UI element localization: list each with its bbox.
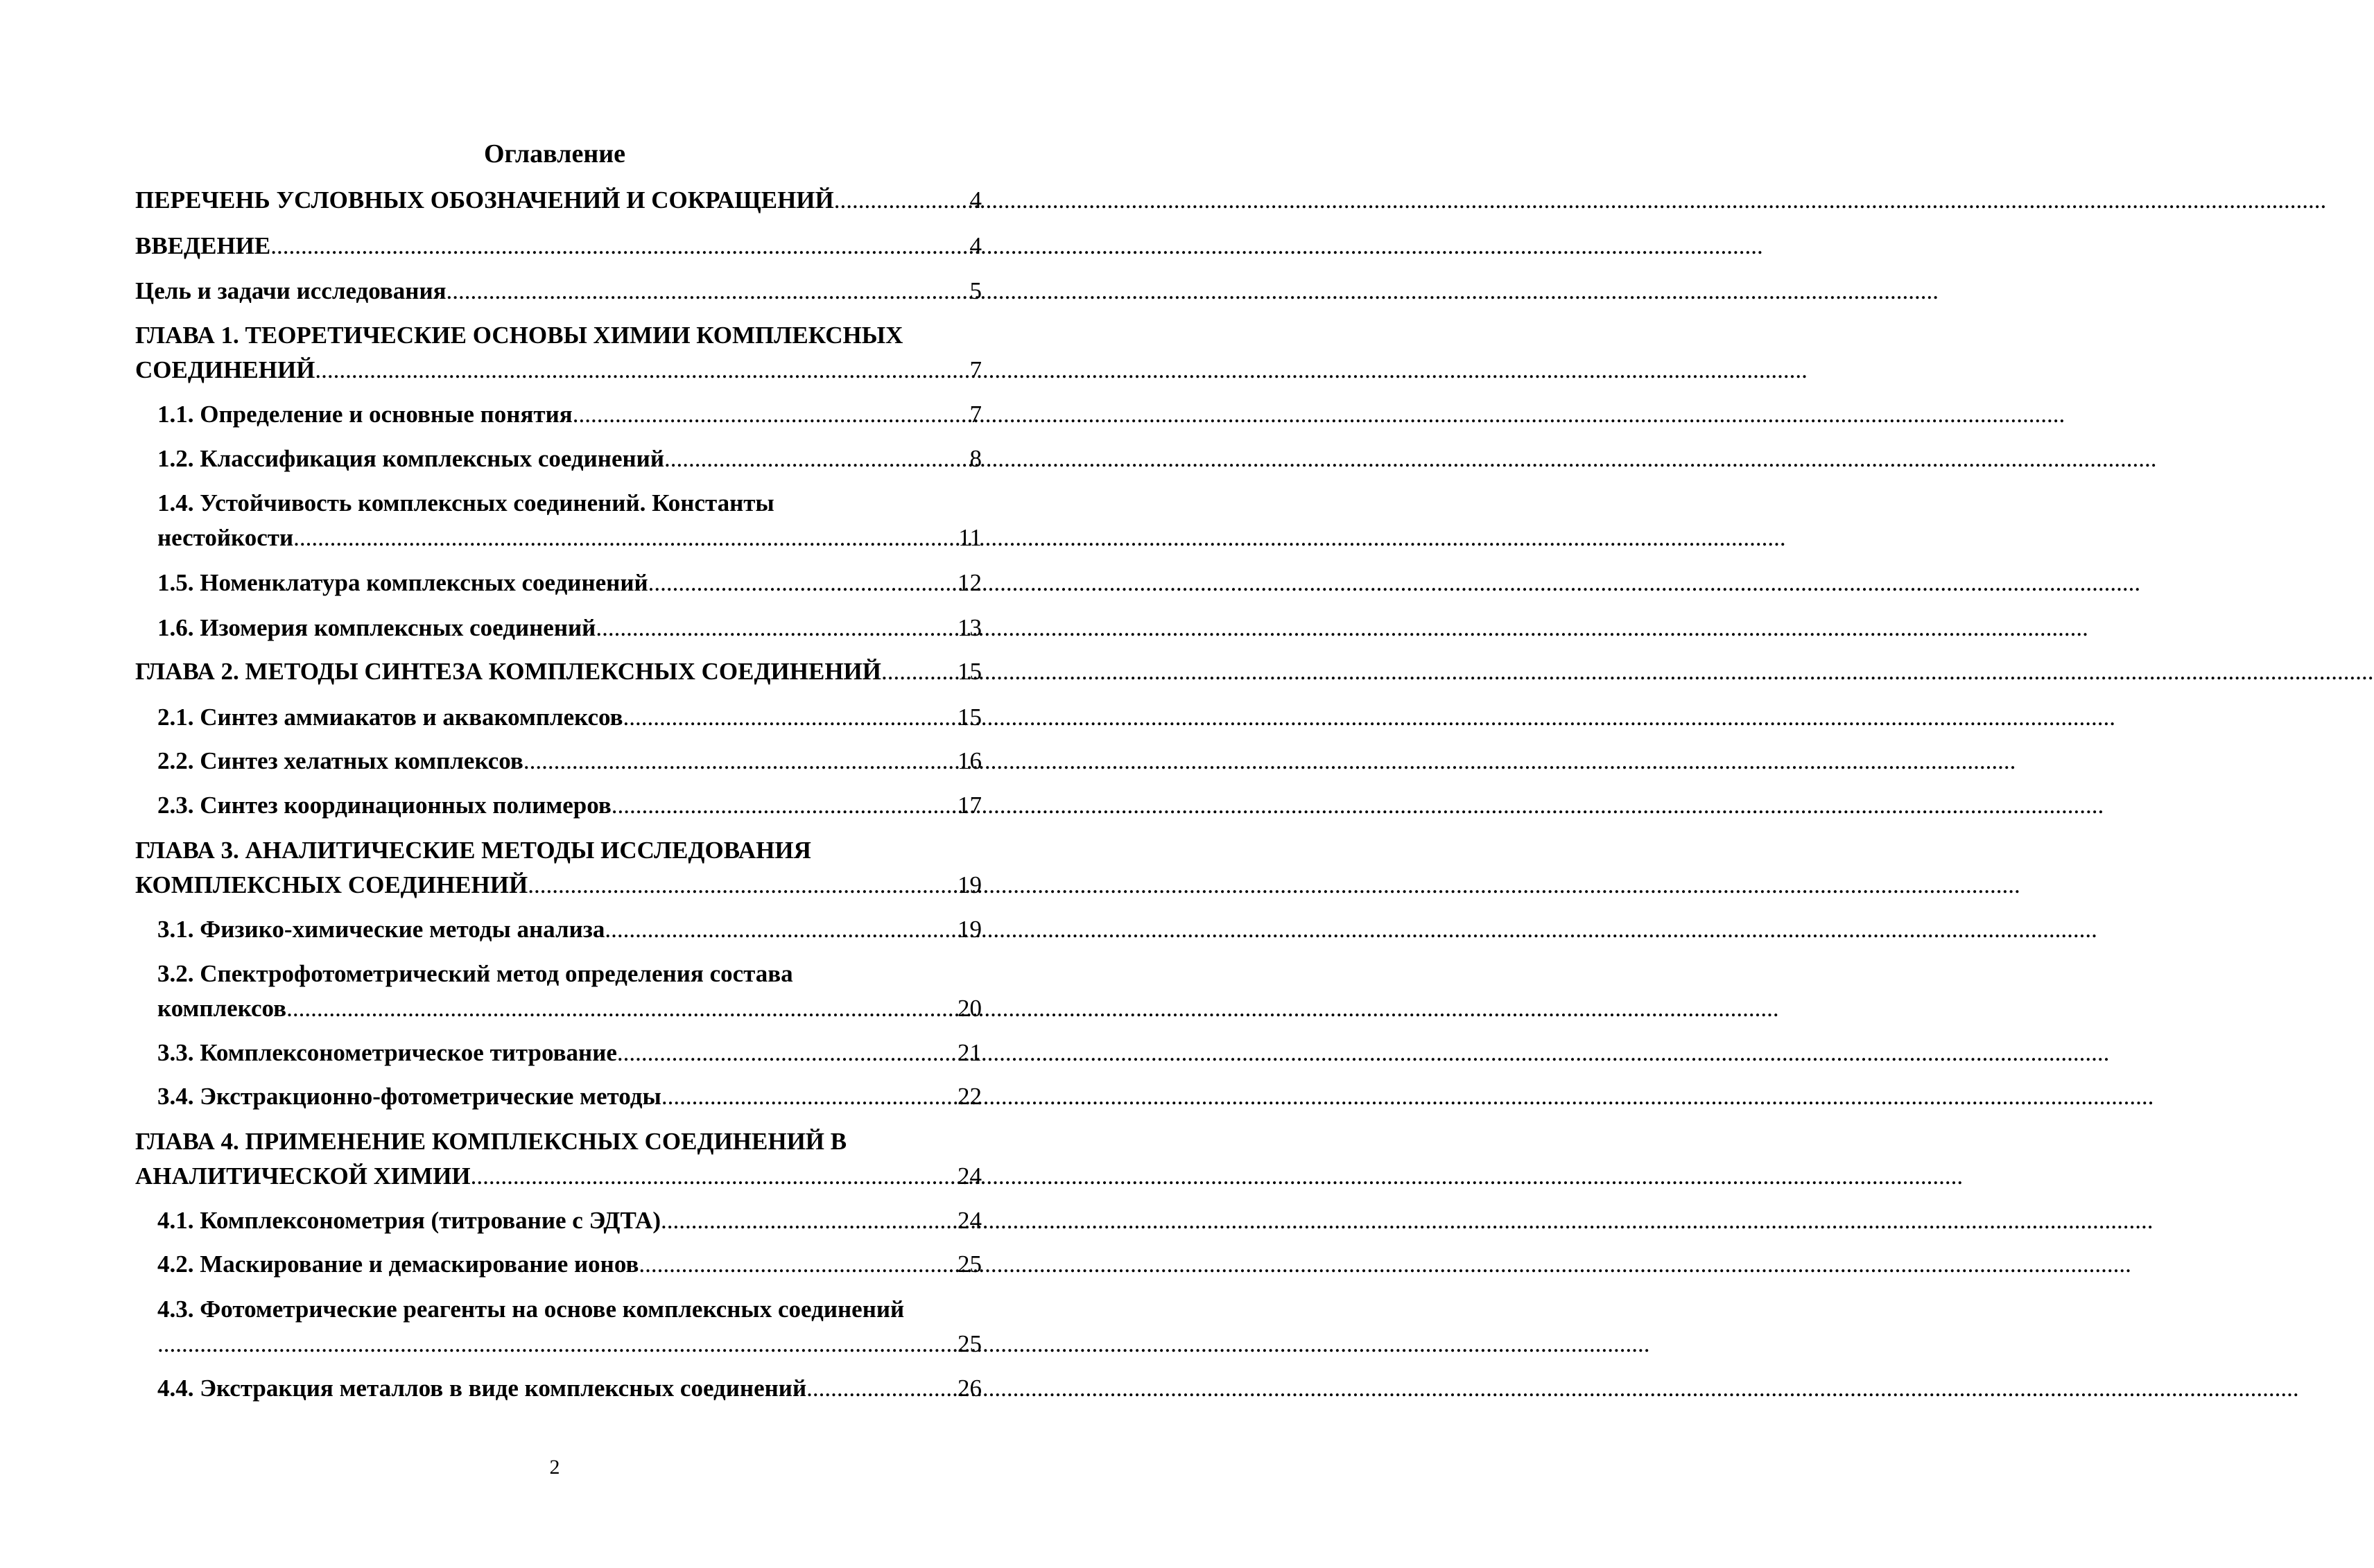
toc-entry-page: 25 — [958, 1330, 982, 1357]
toc-entry-page: 15 — [958, 658, 982, 685]
toc-entry-page: 11 — [958, 524, 982, 551]
toc-entry-page: 21 — [958, 1039, 982, 1066]
toc-entry-chapter-4[interactable] — [135, 1124, 982, 1194]
toc-entry-1-1[interactable] — [157, 397, 982, 432]
toc-dot-leader — [834, 183, 969, 218]
toc-entry-introduction[interactable] — [135, 229, 982, 263]
toc-dot-leader — [286, 991, 956, 1026]
toc-title: Оглавление — [483, 139, 626, 168]
toc-entry-text: КОМПЛЕКСНЫХ СОЕДИНЕНИЙ — [135, 871, 528, 898]
toc-entry-page: 4 — [969, 186, 982, 214]
toc-entry-3-4[interactable] — [157, 1079, 982, 1114]
toc-entry-page: 20 — [958, 995, 982, 1022]
toc-entry-text: АНАЛИТИЧЕСКОЙ ХИМИИ — [135, 1162, 471, 1190]
toc-entry-chapter-3[interactable] — [135, 833, 982, 903]
toc-entry-text: 3.3. Комплексонометрическое титрование — [157, 1039, 617, 1066]
toc-entry-goals[interactable] — [135, 274, 982, 308]
toc-dot-leader — [157, 1327, 956, 1361]
toc-entry-text: нестойкости — [157, 524, 294, 551]
document-page — [0, 0, 1109, 1568]
toc-entry-page: 24 — [958, 1162, 982, 1190]
toc-entry-text-line-1: ГЛАВА 1. ТЕОРЕТИЧЕСКИЕ ОСНОВЫ ХИМИИ КОМПЛЕКСНЫХ — [135, 322, 903, 349]
toc-entry-4-4[interactable] — [157, 1371, 982, 1406]
toc-entry-text: 4.1. Комплексонометрия (титрование с ЭДТА) — [157, 1207, 661, 1234]
toc-entry-1-6[interactable] — [157, 611, 982, 645]
toc-entry-text: 2.3. Синтез координационных полимеров — [157, 792, 612, 819]
toc-entry-2-3[interactable] — [157, 788, 982, 823]
toc-dot-leader — [639, 1247, 956, 1282]
toc-dot-leader — [605, 912, 956, 947]
toc-dot-leader — [293, 521, 957, 555]
toc-entry-text: 2.1. Синтез аммиакатов и аквакомплексов — [157, 704, 623, 731]
toc-entry-text: 1.5. Номенклатура комплексных соединений — [157, 569, 648, 596]
toc-entry-page: 22 — [958, 1083, 982, 1110]
toc-entry-text-line-1: 4.3. Фотометрические реагенты на основе комплексных соединений — [157, 1296, 905, 1323]
toc-entry-text: 2.2. Синтез хелатных комплексов — [157, 747, 523, 774]
toc-dot-leader — [661, 1079, 956, 1114]
toc-dot-leader — [612, 788, 956, 823]
toc-entry-page: 5 — [969, 277, 982, 304]
toc-entry-text: Цель и задачи исследования — [135, 277, 447, 304]
toc-entry-page: 7 — [969, 356, 982, 383]
toc-entry-page: 16 — [958, 747, 982, 774]
toc-dot-leader — [617, 1036, 956, 1070]
toc-dot-leader — [664, 442, 968, 476]
toc-dot-leader — [528, 868, 956, 903]
toc-entry-text: СОЕДИНЕНИЙ — [135, 356, 315, 383]
toc-entry-2-1[interactable] — [157, 700, 982, 735]
toc-dot-leader — [596, 611, 956, 645]
toc-entry-3-2[interactable] — [157, 957, 982, 1026]
toc-dot-leader — [806, 1371, 956, 1406]
toc-dot-leader — [315, 353, 968, 387]
toc-entry-4-2[interactable] — [157, 1247, 982, 1282]
toc-dot-leader — [523, 744, 956, 778]
toc-entry-text: 1.1. Определение и основные понятия — [157, 401, 573, 428]
toc-entry-1-2[interactable] — [157, 442, 982, 476]
toc-entry-page: 19 — [958, 916, 982, 943]
toc-dot-leader — [573, 397, 969, 432]
toc-entry-page: 7 — [969, 401, 982, 428]
toc-entry-page: 24 — [958, 1207, 982, 1234]
toc-entry-1-4[interactable] — [157, 486, 982, 555]
toc-entry-page: 12 — [958, 569, 982, 596]
toc-entry-4-3[interactable] — [157, 1292, 982, 1361]
toc-entry-3-3[interactable] — [157, 1036, 982, 1070]
toc-entry-text: 4.4. Экстракция металлов в виде комплексных соединений — [157, 1375, 807, 1402]
toc-entry-page: 17 — [958, 792, 982, 819]
toc-entry-text: 4.2. Маскирование и демаскирование ионов — [157, 1251, 639, 1278]
toc-dot-leader — [661, 1203, 956, 1238]
toc-entry-text: ГЛАВА 2. МЕТОДЫ СИНТЕЗА КОМПЛЕКСНЫХ СОЕДИНЕНИЙ — [135, 658, 881, 685]
toc-entry-text-line-1: 1.4. Устойчивость комплексных соединений. Константы — [157, 489, 774, 516]
toc-entry-chapter-2[interactable] — [135, 654, 982, 689]
toc-entry-text-line-1: ГЛАВА 4. ПРИМЕНЕНИЕ КОМПЛЕКСНЫХ СОЕДИНЕНИЙ В — [135, 1128, 847, 1155]
toc-entry-text: 3.4. Экстракционно-фотометрические методы — [157, 1083, 661, 1110]
toc-entry-text-line-1: 3.2. Спектрофотометрический метод определения состава — [157, 960, 793, 987]
toc-entry-page: 15 — [958, 704, 982, 731]
toc-entry-page: 13 — [958, 614, 982, 641]
toc-entry-text: 1.2. Классификация комплексных соединений — [157, 445, 665, 472]
toc-dot-leader — [270, 229, 968, 263]
toc-dot-leader — [881, 654, 956, 689]
toc-entry-text-line-1: ГЛАВА 3. АНАЛИТИЧЕСКИЕ МЕТОДЫ ИССЛЕДОВАНИЯ — [135, 837, 811, 864]
toc-entry-4-1[interactable] — [157, 1203, 982, 1238]
toc-dot-leader — [447, 274, 969, 308]
toc-entry-text: ВВЕДЕНИЕ — [135, 232, 271, 259]
toc-dot-leader — [623, 700, 956, 735]
toc-entry-text: комплексов — [157, 995, 287, 1022]
toc-entry-1-5[interactable] — [157, 566, 982, 600]
toc-entry-symbols-abbreviations[interactable] — [135, 183, 982, 218]
toc-entry-2-2[interactable] — [157, 744, 982, 778]
toc-entry-page: 25 — [958, 1251, 982, 1278]
toc-entry-3-1[interactable] — [157, 912, 982, 947]
toc-entry-text: 1.6. Изомерия комплексных соединений — [157, 614, 596, 641]
toc-entry-page: 19 — [958, 871, 982, 898]
toc-entry-text: ПЕРЕЧЕНЬ УСЛОВНЫХ ОБОЗНАЧЕНИЙ И СОКРАЩЕНИЙ — [135, 186, 834, 214]
toc-entry-page: 4 — [969, 232, 982, 259]
toc-entry-text: 3.1. Физико-химические методы анализа — [157, 916, 605, 943]
toc-entry-page: 26 — [958, 1375, 982, 1402]
toc-dot-leader — [648, 566, 956, 600]
toc-entry-page: 8 — [969, 445, 982, 472]
toc-entry-chapter-1[interactable] — [135, 318, 982, 387]
page-number: 2 — [549, 1456, 560, 1479]
toc-dot-leader — [471, 1159, 956, 1194]
